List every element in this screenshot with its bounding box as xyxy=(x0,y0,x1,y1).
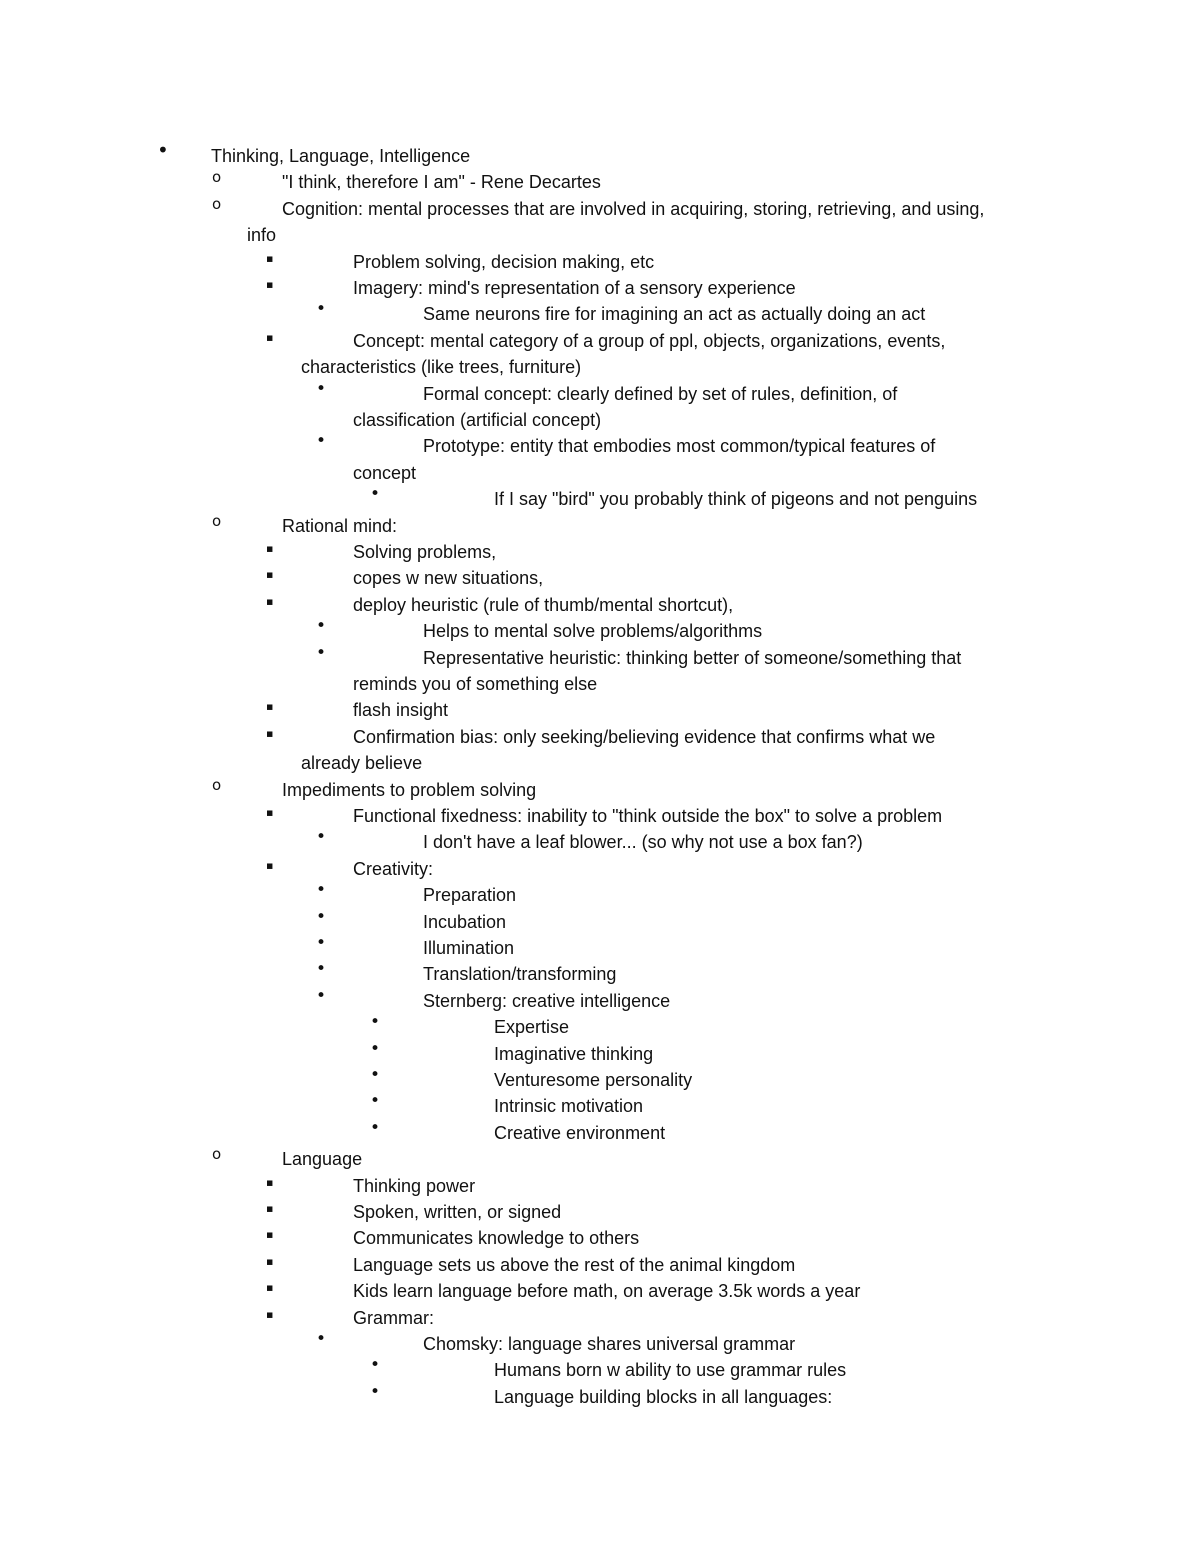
bullet-marker: ▪ xyxy=(266,1202,274,1215)
outline-item-text: Functional fixedness: inability to "think outside the box" to solve a problem xyxy=(353,806,943,826)
bullet-marker: ▪ xyxy=(266,806,274,819)
bullet-marker: • xyxy=(316,933,327,953)
bullet-marker: ▪ xyxy=(266,330,274,344)
outline-item-text: Problem solving, decision making, etc xyxy=(353,251,655,272)
bullet-marker: • xyxy=(316,616,327,637)
bullet-marker: • xyxy=(370,1355,381,1376)
outline-item-text: Formal concept: clearly defined by set of rules, definition, of xyxy=(423,383,898,404)
outline-item-continuation: concept xyxy=(353,462,417,483)
bullet-marker: • xyxy=(370,1012,381,1033)
bullet-marker: ▪ xyxy=(266,1228,274,1242)
outline-item-text: "I think, therefore I am" - Rene Decartes xyxy=(282,172,601,193)
outline-item-text: Chomsky: language shares universal grammar xyxy=(423,1334,796,1354)
outline-item-text: Cognition: mental processes that are involved in acquiring, storing, retrieving, and using, xyxy=(282,198,985,219)
bullet-marker: • xyxy=(316,1329,327,1349)
outline-item-text: Language sets us above the rest of the animal kingdom xyxy=(353,1254,796,1275)
outline-item-text: Solving problems, xyxy=(353,542,497,562)
outline-item-text: Spoken, written, or signed xyxy=(353,1202,562,1222)
bullet-marker: ▪ xyxy=(266,1175,274,1189)
bullet-marker: ▪ xyxy=(266,1281,274,1295)
bullet-marker: o xyxy=(212,168,222,187)
bullet-marker: • xyxy=(316,642,327,663)
outline-item-text: copes w new situations, xyxy=(353,568,544,589)
bullet-marker: • xyxy=(316,378,327,399)
outline-item-text: flash insight xyxy=(353,700,449,721)
outline-item-text: Thinking, Language, Intelligence xyxy=(211,146,471,166)
outline-item-continuation: info xyxy=(247,225,277,246)
outline-item-text: Creative environment xyxy=(494,1122,666,1143)
outline-item-text: Language building blocks in all languages: xyxy=(494,1386,833,1407)
outline-item-text: Rational mind: xyxy=(282,515,398,536)
bullet-marker: • xyxy=(370,1117,381,1138)
outline-item-text: Venturesome personality xyxy=(494,1070,693,1090)
bullet-marker: ▪ xyxy=(266,1254,274,1268)
bullet-marker: • xyxy=(157,138,169,162)
bullet-marker: ▪ xyxy=(266,726,274,740)
bullet-marker: ▪ xyxy=(266,594,274,608)
bullet-marker: • xyxy=(316,985,327,1006)
bullet-marker: ▪ xyxy=(266,568,274,582)
bullet-marker: • xyxy=(316,431,327,452)
bullet-marker: • xyxy=(370,1091,381,1112)
outline-item-text: Communicates knowledge to others xyxy=(353,1228,640,1249)
outline-item-continuation: characteristics (like trees, furniture) xyxy=(301,357,582,378)
outline-item-text: Thinking power xyxy=(353,1175,476,1196)
outline-item-text: Expertise xyxy=(494,1017,570,1038)
outline-item-text: Creativity: xyxy=(353,858,434,879)
outline-item-continuation: reminds you of something else xyxy=(353,674,598,694)
bullet-marker: • xyxy=(316,906,327,927)
bullet-marker: • xyxy=(316,880,327,901)
outline-item-text: Imaginative thinking xyxy=(494,1043,654,1064)
outline-item-continuation: already believe xyxy=(301,753,423,774)
bullet-marker: • xyxy=(370,484,381,505)
outline-item-text: Illumination xyxy=(423,938,515,958)
outline-item-text: Sternberg: creative intelligence xyxy=(423,990,671,1011)
bullet-marker: ▪ xyxy=(266,542,274,555)
outline-item-text: Prototype: entity that embodies most common/typical features of xyxy=(423,436,936,457)
bullet-marker: ▪ xyxy=(266,858,274,872)
bullet-marker: ▪ xyxy=(266,1307,274,1321)
bullet-marker: • xyxy=(370,1381,381,1402)
bullet-marker: o xyxy=(212,1145,222,1164)
outline-item-text: Incubation xyxy=(423,911,507,932)
bullet-marker: • xyxy=(370,1038,381,1059)
outline-item-text: deploy heuristic (rule of thumb/mental shortcut), xyxy=(353,594,734,615)
bullet-marker: o xyxy=(212,194,222,213)
outline-item-text: If I say "bird" you probably think of pigeons and not penguins xyxy=(494,489,978,510)
bullet-marker: • xyxy=(370,1065,381,1085)
outline-item-text: Language xyxy=(282,1149,363,1170)
outline-item-continuation: classification (artificial concept) xyxy=(353,410,602,430)
bullet-marker: o xyxy=(212,511,222,530)
bullet-marker: o xyxy=(212,775,222,794)
outline-item-text: Kids learn language before math, on average 3.5k words a year xyxy=(353,1281,861,1302)
outline-item-text: Imagery: mind's representation of a sensory experience xyxy=(353,278,796,298)
bullet-marker: • xyxy=(316,827,327,848)
outline-item-text: Translation/transforming xyxy=(423,964,617,985)
outline-item-text: Helps to mental solve problems/algorithms xyxy=(423,621,763,642)
bullet-marker: • xyxy=(316,299,327,320)
outline-item-text: Grammar: xyxy=(353,1307,434,1328)
outline-item-text: I don't have a leaf blower... (so why not use a box fan?) xyxy=(423,832,863,853)
outline-item-text: Concept: mental category of a group of ppl, objects, organizations, events, xyxy=(353,330,946,351)
outline-item-text: Same neurons fire for imagining an act as actually doing an act xyxy=(423,304,926,325)
outline-item-text: Humans born w ability to use grammar rules xyxy=(494,1360,847,1381)
outline-item-text: Preparation xyxy=(423,885,517,906)
outline-item-text: Representative heuristic: thinking better of someone/something that xyxy=(423,647,962,668)
outline-item-text: Impediments to problem solving xyxy=(282,779,537,800)
outline-item-text: Intrinsic motivation xyxy=(494,1096,644,1117)
bullet-marker: • xyxy=(316,959,327,980)
bullet-marker: ▪ xyxy=(266,251,274,265)
bullet-marker: ▪ xyxy=(266,700,274,714)
bullet-marker: ▪ xyxy=(266,278,274,291)
outline-item-text: Confirmation bias: only seeking/believing evidence that confirms what we xyxy=(353,726,936,747)
